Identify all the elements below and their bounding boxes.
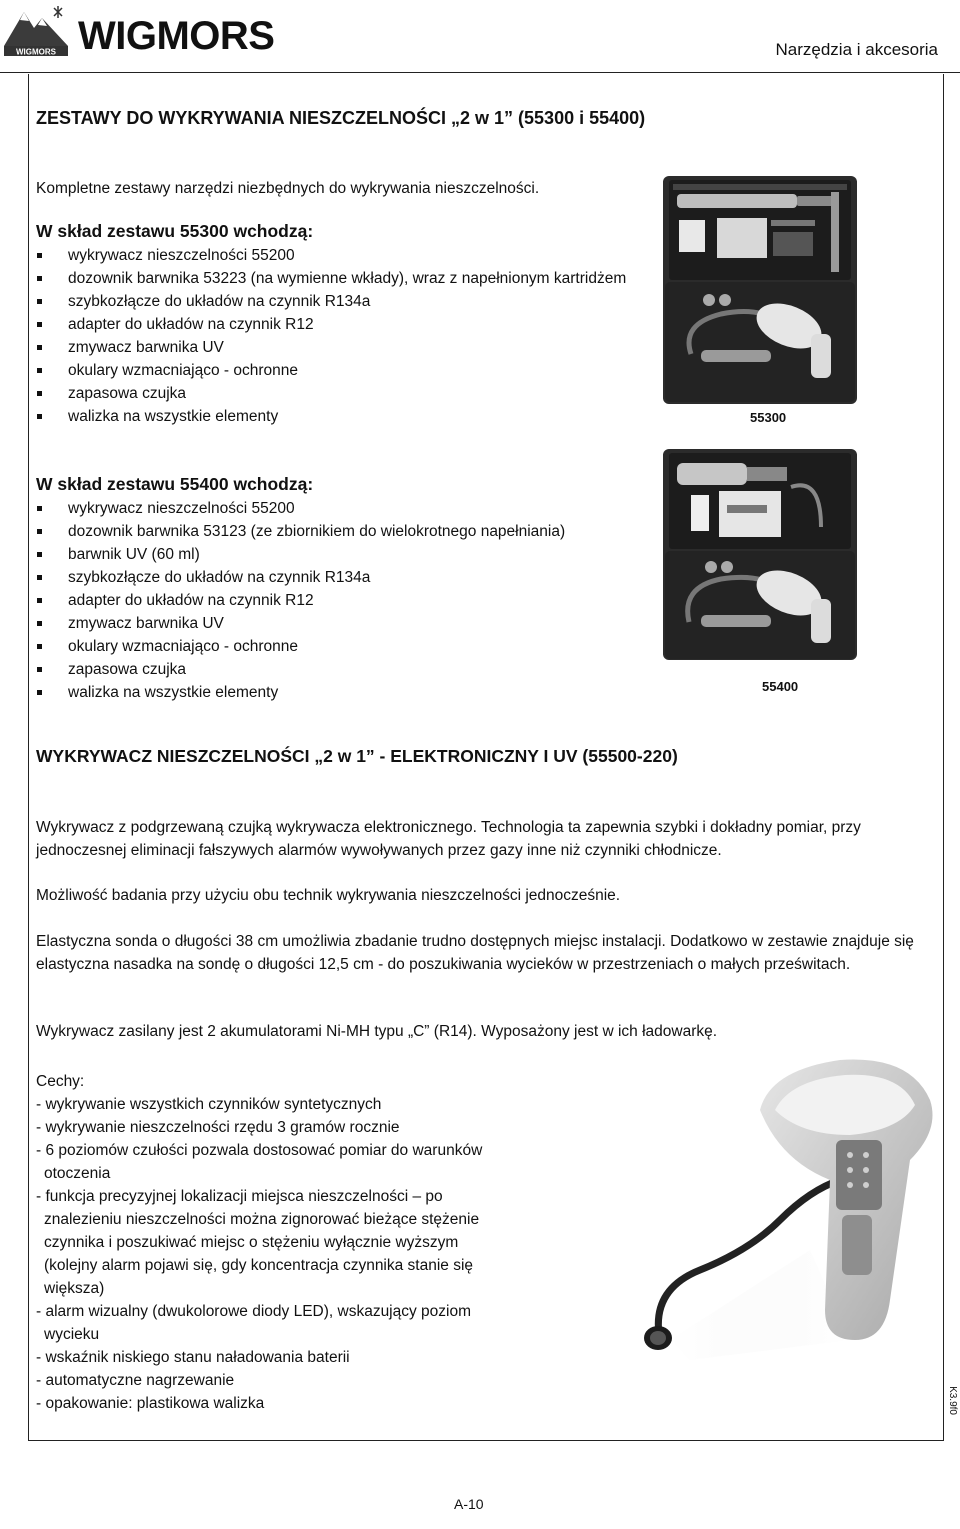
feature-line: otoczenia [44,1165,111,1182]
list-item: zapasowa czujka [36,658,676,681]
list-item: barwnik UV (60 ml) [36,543,676,566]
feature-line: - 6 poziomów czułości pozwala dostosować pomiar do warunków [36,1142,483,1159]
detector-paragraph: Wykrywacz zasilany jest 2 akumulatorami Ni-MH typu „C” (R14). Wyposażony jest w ich ładowarkę. [36,1023,718,1040]
feature-line: - wykrywanie nieszczelności rzędu 3 gramów rocznie [36,1119,400,1136]
feature-line: (kolejny alarm pojawi się, gdy koncentracja czynnika stanie się [44,1257,474,1274]
feature-line: wycieku [44,1326,100,1343]
kit-55400-label: 55400 [762,679,799,694]
list-item: dozownik barwnika 53123 (ze zbiornikiem do wielokrotnego napełniania) [36,520,676,543]
list-item: szybkozłącze do układów na czynnik R134a [36,566,676,589]
feature-line: - alarm wizualny (dwukolorowe diody LED), wskazujący poziom [36,1303,472,1320]
list-item: wykrywacz nieszczelności 55200 [36,244,646,267]
kit-55300-photo [661,174,859,406]
kits-intro: Kompletne zestawy narzędzi niezbędnych do wykrywania nieszczelności. [36,180,540,197]
brand-logo [2,2,70,58]
kit-55400-heading: W skład zestawu 55400 wchodzą: [36,474,314,494]
list-item: zapasowa czujka [36,382,646,405]
list-item: okulary wzmacniająco - ochronne [36,635,676,658]
list-item: zmywacz barwnika UV [36,336,646,359]
detector-paragraph: Elastyczna sonda o długości 38 cm umożliwia zbadanie trudno dostępnych miejsc instalacji. Dodatkowo w zestawie znajduje się elastyczna nasadka na sondę o długości 12,5 cm - do poszukiwania wycieków w przestrzeniach o małych prześwitach. [36,933,914,973]
page-number: A-10 [454,1496,484,1512]
detector-photo [610,1040,940,1410]
logo-text: WIGMORS [16,47,56,57]
feature-line: znalezieniu nieszczelności można zignorować bieżące stężenie [44,1211,480,1228]
list-item: adapter do układów na czynnik R12 [36,313,646,336]
list-item: adapter do układów na czynnik R12 [36,589,676,612]
section-label: Narzędzia i akcesoria [775,40,938,59]
kit-55400-list [36,474,676,704]
kit-55300-label: 55300 [750,410,787,425]
features-list [36,1070,482,1415]
feature-line: czynnika i poszukiwać miejsc o stężeniu wyłącznie wyższym [44,1234,459,1251]
feature-line: - automatyczne nagrzewanie [36,1372,235,1389]
list-item: wykrywacz nieszczelności 55200 [36,497,676,520]
detector-title: WYKRYWACZ NIESZCZELNOŚCI „2 w 1” - ELEKTRONICZNY I UV (55500-220) [36,746,678,766]
detector-paragraph: Wykrywacz z podgrzewaną czujką wykrywacza elektronicznego. Technologia ta zapewnia szybki i dokładny pomiar, przy jednoczesnej eliminacji fałszywych alarmów wywoływanych przez gazy inne niż czynniki chłodnicze. [36,819,861,859]
kits-title: ZESTAWY DO WYKRYWANIA NIESZCZELNOŚCI „2 w 1” (55300 i 55400) [36,108,646,128]
list-item: walizka na wszystkie elementy [36,681,676,704]
features-heading: Cechy: [36,1073,85,1090]
feature-line: - wykrywanie wszystkich czynników syntetycznych [36,1096,382,1113]
kit-55300-list [36,221,646,428]
header-divider [0,72,960,73]
kit-55400-photo [661,447,859,662]
list-item: dozownik barwnika 53223 (na wymienne wkłady), wraz z napełnionym kartridżem [36,267,646,290]
feature-line: - funkcja precyzyjnej lokalizacji miejsca nieszczelności – po [36,1188,443,1205]
feature-line: większa) [44,1280,105,1297]
document-code: K3.9f0 [947,1386,958,1415]
detector-paragraph: Możliwość badania przy użyciu obu technik wykrywania nieszczelności jednocześnie. [36,887,621,904]
list-item: walizka na wszystkie elementy [36,405,646,428]
list-item: szybkozłącze do układów na czynnik R134a [36,290,646,313]
feature-line: - wskaźnik niskiego stanu naładowania baterii [36,1349,350,1366]
list-item: okulary wzmacniająco - ochronne [36,359,646,382]
list-item: zmywacz barwnika UV [36,612,676,635]
brand-name: WIGMORS [78,14,275,58]
kit-55300-heading: W skład zestawu 55300 wchodzą: [36,221,314,241]
feature-line: - opakowanie: plastikowa walizka [36,1395,265,1412]
